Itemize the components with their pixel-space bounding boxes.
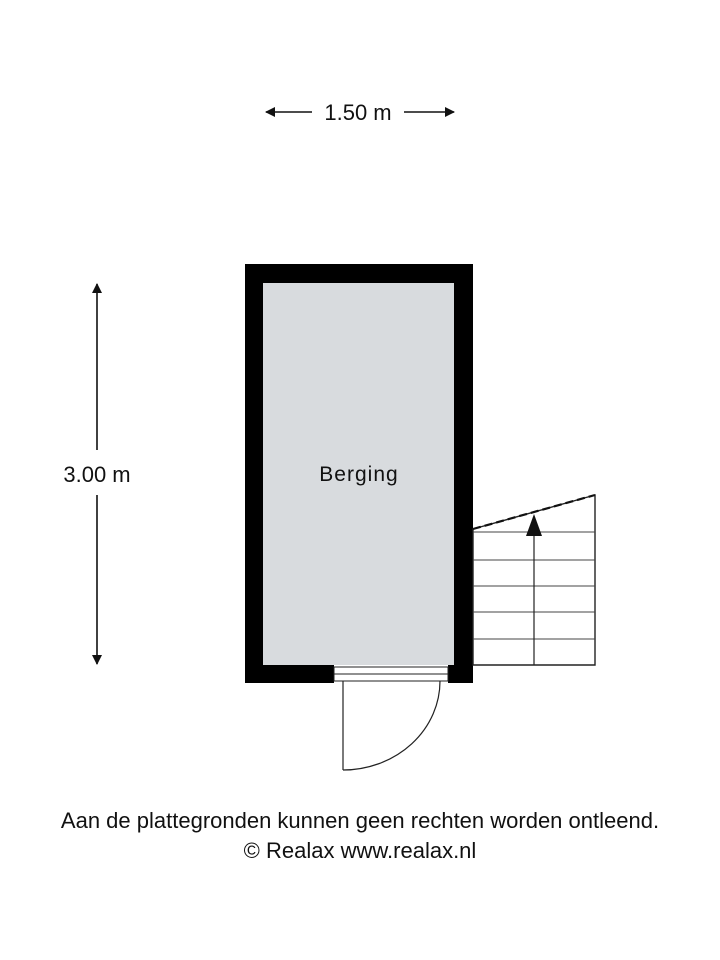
wall-bottom-right	[448, 665, 473, 683]
wall-bottom-left	[245, 665, 334, 683]
room-berging	[245, 264, 473, 683]
width-dimension	[266, 100, 454, 125]
stairs	[473, 495, 595, 665]
door-swing-arc	[343, 681, 440, 770]
wall-right	[454, 264, 473, 683]
length-label: 3.00 m	[63, 462, 131, 487]
wall-top	[245, 264, 473, 283]
room-label: Berging	[319, 463, 399, 486]
length-dimension	[63, 284, 130, 664]
door	[334, 667, 448, 770]
wall-left	[245, 264, 263, 683]
width-label: 1.50 m	[324, 100, 392, 125]
copyright-text: © Realax www.realax.nl	[243, 838, 477, 863]
disclaimer-text: Aan de plattegronden kunnen geen rechten worden ontleend.	[60, 808, 660, 833]
